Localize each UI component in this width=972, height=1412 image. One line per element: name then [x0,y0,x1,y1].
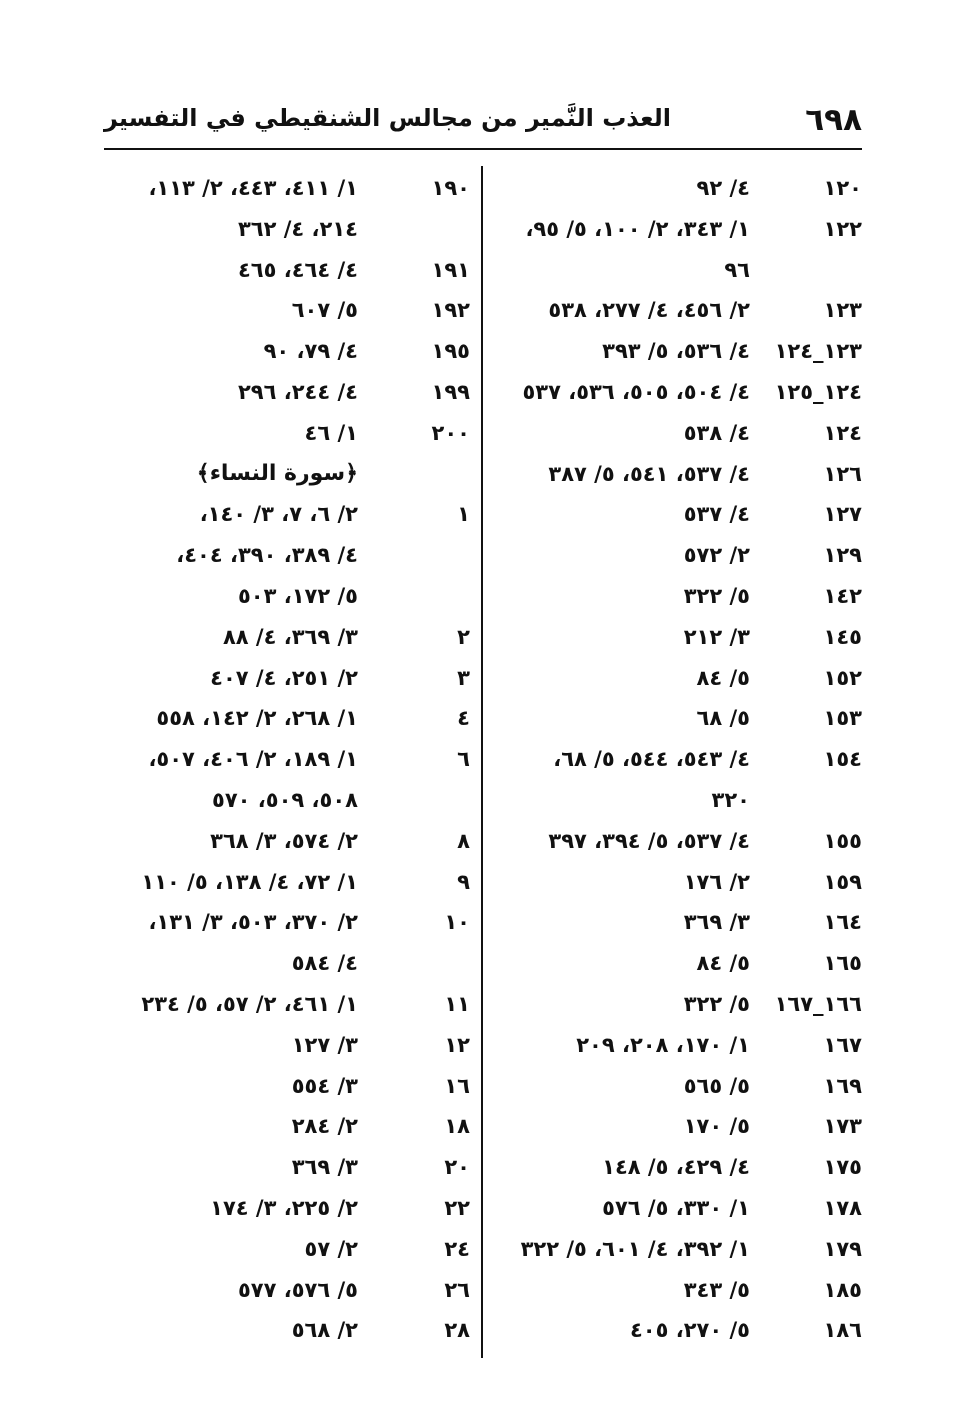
page-references: ٥/ ٨٤ [696,951,750,976]
verse-number: ١٠ [444,910,470,935]
verse-number: ١٢٢ [823,216,862,241]
page-references: ٤/ ٣٨٩، ٣٩٠، ٤٠٤، [176,543,358,568]
index-row [492,821,862,862]
index-row [100,1066,470,1107]
page-references: ٥/ ٦٠٧ [291,298,358,323]
page-references: ٢/ ٥٧ [304,1236,358,1261]
verse-number: ١٨ [444,1114,470,1139]
index-row [492,658,862,699]
index-row [100,780,470,821]
verse-number: ١٦٦_١٦٧ [774,991,862,1016]
page-references: ٢/ ٢٢٥، ٣/ ١٧٤ [210,1195,358,1220]
index-column-left [100,168,470,1351]
page-number: ٦٩٨ [805,102,862,138]
index-row [492,984,862,1025]
page-references: ٤/ ٩٢ [696,176,750,200]
verse-number: ٩ [457,869,470,894]
page-references: ٣/ ١٢٧ [291,1032,358,1057]
page-references: ٥/ ١٧٢، ٥٠٣ [237,583,358,608]
page-references: ٣/ ٣٦٩ [291,1155,358,1180]
page-references: ٥/ ٥٦٥ [683,1073,750,1098]
index-row [100,250,470,291]
verse-number: ١٨٦ [823,1318,862,1343]
page-references: ٤/ ٥٣٧، ٥/ ٣٩٤، ٣٩٧ [548,828,750,853]
page-references: ٢/ ٢٥١، ٤/ ٤٠٧ [210,665,358,690]
index-row [100,209,470,250]
page-references: ١/ ٤٦١، ٢/ ٥٧، ٥/ ٢٣٤ [141,991,358,1016]
page-references: ٢/ ٣٧٠، ٥٠٣، ٣/ ١٣١، [148,910,358,935]
page-references: ٤/ ٥٣٦، ٥/ ٣٩٣ [602,339,750,364]
index-row [492,168,862,209]
verse-number: ١٩٩ [431,379,470,404]
index-row [492,698,862,739]
page-references: ٤/ ٢٤٤، ٢٩٦ [237,379,358,404]
verse-number: ١٢٠ [823,176,862,200]
index-row [492,780,862,821]
index-row [492,1106,862,1147]
verse-number: ٦ [457,747,470,772]
verse-number: ٢٤ [444,1236,470,1261]
verse-number: ١٩١ [431,257,470,282]
verse-number: ١٤٥ [823,624,862,649]
page-references: ١/ ١٨٩، ٢/ ٤٠٦، ٥٠٧، [148,747,358,772]
verse-number: ١١ [444,991,470,1016]
page-references: ٢/ ٥٦٨ [291,1318,358,1343]
page-references: ٥/ ٣٤٣ [683,1277,750,1302]
index-row [492,290,862,331]
verse-number: ١٥٥ [823,828,862,853]
index-row [100,168,470,209]
index-row [492,494,862,535]
index-row [492,739,862,780]
page-references: ٥/ ٣٢٢ [683,583,750,608]
page-references: ٤/ ٥٣٨ [683,420,750,445]
verse-number: ٢٨ [444,1318,470,1343]
index-row [492,902,862,943]
page-references: ٢١٤، ٤/ ٣٦٢ [237,216,358,241]
page-references: ٥/ ١٧٠ [683,1114,750,1139]
book-title: العذب النَّمير من مجالس الشنقيطي في التفسير [104,104,671,132]
index-row [492,209,862,250]
page-references: ٥/ ٦٨ [696,706,750,731]
page-references: ٢/ ٢٨٤ [291,1114,358,1139]
page-references: ١/ ٤٦ [304,420,358,445]
verse-number: ٢٢ [444,1195,470,1220]
index-row [492,413,862,454]
page-references: ٩٦ [724,257,750,282]
page-references: ٢/ ١٧٦ [683,869,750,894]
page-references: ١/ ٤١١، ٤٤٣، ٢/ ١١٣، [148,176,358,200]
verse-number: ١٧٨ [823,1195,862,1220]
page-references: ٣/ ٢١٢ [683,624,750,649]
verse-number: ٨ [457,828,470,853]
verse-number: ١٥٤ [823,747,862,772]
index-row [100,862,470,903]
verse-number: ١٤٢ [823,583,862,608]
index-row [100,698,470,739]
verse-number: ٣ [457,665,470,690]
verse-number: ١٩٢ [431,298,470,323]
verse-number: ١٩٥ [431,339,470,364]
page-references: ٤/ ٧٩، ٩٠ [263,339,358,364]
index-row [492,943,862,984]
index-row [492,576,862,617]
index-row [100,984,470,1025]
index-row [100,372,470,413]
page-references: ٣/ ٣٦٩، ٤/ ٨٨ [222,624,358,649]
page-references: ٥/ ٥٧٦، ٥٧٧ [237,1277,358,1302]
index-row [100,821,470,862]
verse-number: ١٢٦ [823,461,862,486]
page-references: ٤/ ٥٣٧، ٥٤١، ٥/ ٣٨٧ [548,461,750,486]
index-row [492,1025,862,1066]
verse-number: ١٥٣ [823,706,862,731]
index-row [100,494,470,535]
verse-number: ١٥٩ [823,869,862,894]
verse-number: ١٢٣ [823,298,862,323]
index-row [492,862,862,903]
index-row [100,1025,470,1066]
verse-number: ١٨٥ [823,1277,862,1302]
index-row [492,1066,862,1107]
page-references: ٤/ ٤٦٤، ٤٦٥ [237,257,358,282]
index-row [100,739,470,780]
index-row [492,1188,862,1229]
verse-number: ١٢٤_١٢٥ [774,379,862,404]
index-row [100,1270,470,1311]
page-references: ٢/ ٥٧٤، ٣/ ٣٦٨ [210,828,358,853]
index-row [100,331,470,372]
verse-number: ١٧٥ [823,1155,862,1180]
index-row [100,943,470,984]
index-row [492,331,862,372]
index-row [492,617,862,658]
page-references: ٥/ ٣٢٢ [683,991,750,1016]
page-references: ٤/ ٤٢٩، ٥/ ١٤٨ [602,1155,750,1180]
page-references: ٤/ ٥٨٤ [291,951,358,976]
page-header [104,96,862,150]
index-row [492,372,862,413]
page-references: ٢/ ٤٥٦، ٤/ ٢٧٧، ٥٣٨ [548,298,750,323]
index-row [492,1147,862,1188]
page-references: ١/ ٧٢، ٤/ ١٣٨، ٥/ ١١٠ [141,869,358,894]
index-row [100,413,470,454]
index-row [100,1106,470,1147]
index-column-right [492,168,862,1351]
verse-number: ١٦٧ [823,1032,862,1057]
index-row [492,535,862,576]
verse-number: ١٢٧ [823,502,862,527]
page-references: ١/ ٢٦٨، ٢/ ١٤٢، ٥٥٨ [156,706,358,731]
surah-heading: ﴿سورة النساء﴾ [196,460,358,486]
page-references: ١/ ١٧٠، ٢٠٨، ٢٠٩ [576,1032,750,1057]
verse-number: ١٦٥ [823,951,862,976]
verse-number: ١٧٩ [823,1236,862,1261]
page-references: ٤/ ٥٣٧ [683,502,750,527]
index-row [100,1188,470,1229]
page-references: ٢/ ٥٧٢ [683,543,750,568]
page-references: ٥٠٨، ٥٠٩، ٥٧٠ [212,787,358,812]
page-references: ٢/ ٦، ٧، ٣/ ١٤٠، [199,502,358,527]
page-references: ٤/ ٥٤٣، ٥٤٤، ٥/ ٦٨، [553,747,750,772]
verse-number: ٢ [457,624,470,649]
page-references: ٤/ ٥٠٤، ٥٠٥، ٥٣٦، ٥٣٧ [522,379,750,404]
verse-number: ١ [457,502,470,527]
verse-number: ١٢ [444,1032,470,1057]
verse-number: ١٦٤ [823,910,862,935]
index-row [100,617,470,658]
page-references: ١/ ٣٣٠، ٥/ ٥٧٦ [602,1195,750,1220]
page-references: ٣/ ٣٦٩ [683,910,750,935]
column-divider [481,166,483,1358]
verse-number: ١٦ [444,1073,470,1098]
index-row [492,454,862,495]
page-references: ٣٢٠ [711,787,750,812]
verse-number: ٤ [457,706,470,731]
verse-number: ٢٦ [444,1277,470,1302]
index-row [492,1229,862,1270]
verse-number: ١٩٠ [431,176,470,200]
index-row [492,1270,862,1311]
index-row [100,290,470,331]
verse-number: ١٧٣ [823,1114,862,1139]
index-row [492,1310,862,1351]
verse-number: ٢٠ [444,1155,470,1180]
page-references: ١/ ٣٤٣، ٢/ ١٠٠، ٥/ ٩٥، [525,216,750,241]
verse-number: ٢٠٠ [431,420,470,445]
page-references: ٥/ ٢٧٠، ٤٠٥ [629,1318,750,1343]
index-row [492,250,862,291]
index-row [100,658,470,699]
page-references: ١/ ٣٩٢، ٤/ ٦٠١، ٥/ ٣٢٢ [520,1236,750,1261]
verse-number: ١٦٩ [823,1073,862,1098]
index-row [100,535,470,576]
index-row [100,1147,470,1188]
page-references: ٣/ ٥٥٤ [291,1073,358,1098]
index-row [100,576,470,617]
index-row [100,902,470,943]
verse-number: ١٢٤ [823,420,862,445]
verse-number: ١٥٢ [823,665,862,690]
page-references: ٥/ ٨٤ [696,665,750,690]
index-row [100,454,470,495]
verse-number: ١٢٣_١٢٤ [774,339,862,364]
verse-number: ١٢٩ [823,543,862,568]
index-row [100,1229,470,1270]
index-row [100,1310,470,1351]
